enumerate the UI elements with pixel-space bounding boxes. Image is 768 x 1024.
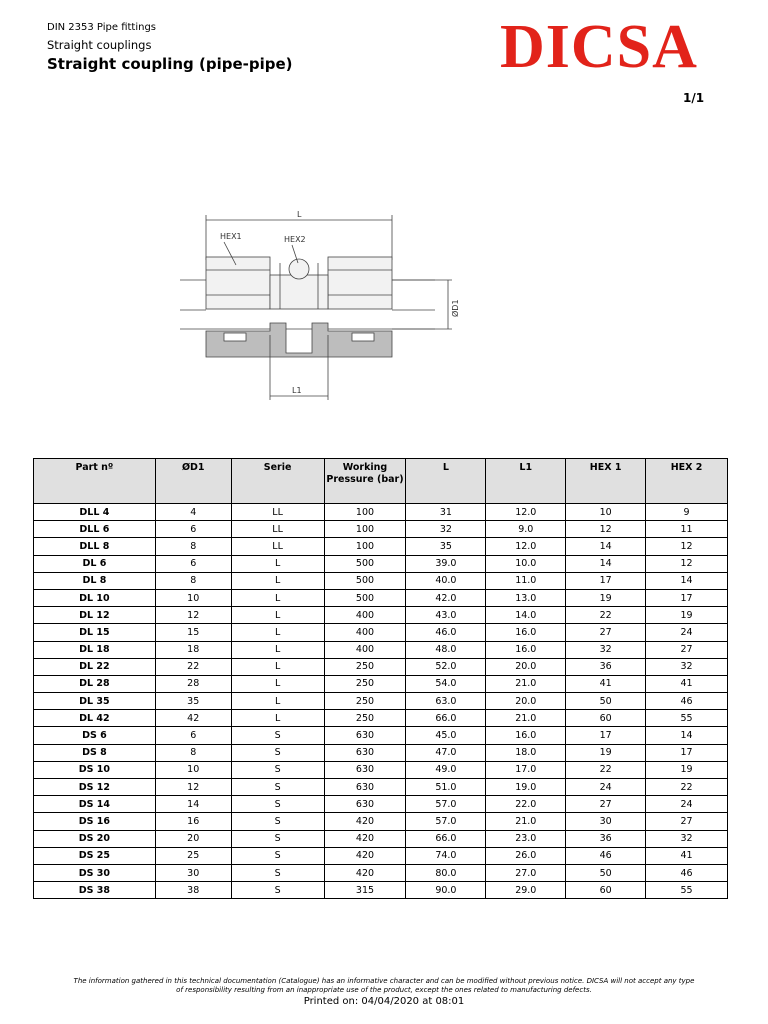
table-cell: 66.0 — [406, 710, 486, 727]
table-cell: 16.0 — [486, 727, 566, 744]
table-cell: 60 — [566, 882, 646, 899]
table-cell: DL 28 — [34, 675, 156, 692]
table-cell: 8 — [155, 744, 231, 761]
col-header-hex1: HEX 1 — [566, 459, 646, 504]
table-cell: 11 — [646, 521, 728, 538]
table-cell: 18 — [155, 641, 231, 658]
table-cell: 11.0 — [486, 572, 566, 589]
table-cell: DL 12 — [34, 607, 156, 624]
label-d1: ØD1 — [451, 299, 460, 317]
table-cell: 27 — [646, 641, 728, 658]
table-cell: 30 — [566, 813, 646, 830]
table-cell: 250 — [324, 675, 406, 692]
table-cell: 17 — [566, 572, 646, 589]
table-cell: 250 — [324, 693, 406, 710]
table-cell: 630 — [324, 761, 406, 778]
table-row — [34, 830, 728, 847]
table-cell: 500 — [324, 589, 406, 606]
table-cell: 24 — [646, 624, 728, 641]
table-cell: DL 10 — [34, 589, 156, 606]
table-cell: 90.0 — [406, 882, 486, 899]
disclaimer — [30, 977, 738, 995]
table-cell: 21.0 — [486, 813, 566, 830]
table-cell: 23.0 — [486, 830, 566, 847]
table-cell: 17 — [646, 589, 728, 606]
table-row — [34, 641, 728, 658]
printed-date: Printed on: 04/04/2020 at 08:01 — [303, 996, 465, 1007]
table-cell: 19 — [566, 744, 646, 761]
table-cell: DL 8 — [34, 572, 156, 589]
table-cell: DS 8 — [34, 744, 156, 761]
table-cell: 6 — [155, 521, 231, 538]
table-cell: S — [231, 813, 324, 830]
table-cell: 17.0 — [486, 761, 566, 778]
table-cell: 19 — [646, 761, 728, 778]
table-cell: 14 — [646, 572, 728, 589]
table-cell: 19 — [566, 589, 646, 606]
col-header-part: Part nº — [34, 459, 156, 504]
table-cell: L — [231, 607, 324, 624]
table-cell: 24 — [646, 796, 728, 813]
table-cell: 12 — [155, 607, 231, 624]
table-row — [34, 521, 728, 538]
standard-label: DIN 2353 Pipe fittings — [47, 22, 157, 33]
table-cell: 14 — [566, 538, 646, 555]
table-cell: 6 — [155, 555, 231, 572]
table-cell: 14.0 — [486, 607, 566, 624]
table-cell: 420 — [324, 830, 406, 847]
category-label: Straight couplings — [47, 38, 152, 52]
table-cell: 14 — [155, 796, 231, 813]
table-cell: L — [231, 572, 324, 589]
table-cell: 80.0 — [406, 864, 486, 881]
table-cell: 45.0 — [406, 727, 486, 744]
table-cell: 48.0 — [406, 641, 486, 658]
col-header-pressure: Working Pressure (bar) — [324, 459, 406, 504]
table-cell: L — [231, 675, 324, 692]
page-number: 1/1 — [683, 91, 705, 105]
table-cell: 57.0 — [406, 813, 486, 830]
table-cell: 35 — [155, 693, 231, 710]
table-cell: L — [231, 641, 324, 658]
table-cell: 100 — [324, 538, 406, 555]
table-cell: DS 14 — [34, 796, 156, 813]
table-cell: 22 — [566, 761, 646, 778]
table-row — [34, 658, 728, 675]
table-cell: 22.0 — [486, 796, 566, 813]
table-row — [34, 779, 728, 796]
col-header-l1: L1 — [486, 459, 566, 504]
col-header-hex2: HEX 2 — [646, 459, 728, 504]
table-row — [34, 761, 728, 778]
table-cell: 27 — [566, 624, 646, 641]
table-row — [34, 864, 728, 881]
table-cell: L — [231, 658, 324, 675]
table-row — [34, 847, 728, 864]
table-cell: LL — [231, 538, 324, 555]
table-cell: 12.0 — [486, 538, 566, 555]
table-cell: 35 — [406, 538, 486, 555]
table-cell: L — [231, 589, 324, 606]
table-row — [34, 882, 728, 899]
table-cell: 20.0 — [486, 693, 566, 710]
table-cell: 74.0 — [406, 847, 486, 864]
label-hex2: HEX2 — [284, 235, 306, 244]
table-cell: DLL 6 — [34, 521, 156, 538]
table-cell: 250 — [324, 658, 406, 675]
table-cell: DS 6 — [34, 727, 156, 744]
table-cell: 21.0 — [486, 710, 566, 727]
table-cell: 36 — [566, 658, 646, 675]
table-row — [34, 572, 728, 589]
table-cell: S — [231, 796, 324, 813]
table-cell: 39.0 — [406, 555, 486, 572]
table-row — [34, 624, 728, 641]
table-cell: S — [231, 864, 324, 881]
table-cell: 100 — [324, 521, 406, 538]
table-cell: 17 — [566, 727, 646, 744]
table-cell: 9.0 — [486, 521, 566, 538]
table-cell: 10 — [155, 589, 231, 606]
table-row — [34, 607, 728, 624]
table-cell: 46 — [566, 847, 646, 864]
col-header-d1: ØD1 — [155, 459, 231, 504]
table-cell: 22 — [155, 658, 231, 675]
table-cell: 30 — [155, 864, 231, 881]
table-cell: 46.0 — [406, 624, 486, 641]
table-header-row — [34, 459, 728, 504]
table-cell: 16.0 — [486, 641, 566, 658]
table-cell: 32 — [406, 521, 486, 538]
table-cell: S — [231, 727, 324, 744]
table-cell: DL 22 — [34, 658, 156, 675]
table-cell: 47.0 — [406, 744, 486, 761]
table-cell: 420 — [324, 813, 406, 830]
table-cell: 55 — [646, 710, 728, 727]
table-cell: DS 25 — [34, 847, 156, 864]
table-cell: 16.0 — [486, 624, 566, 641]
table-cell: 500 — [324, 572, 406, 589]
table-row — [34, 693, 728, 710]
table-cell: 17 — [646, 744, 728, 761]
table-cell: 40.0 — [406, 572, 486, 589]
table-row — [34, 727, 728, 744]
table-cell: 57.0 — [406, 796, 486, 813]
table-cell: 27.0 — [486, 864, 566, 881]
table-cell: 14 — [646, 727, 728, 744]
table-cell: 49.0 — [406, 761, 486, 778]
table-cell: 50 — [566, 864, 646, 881]
table-cell: DS 12 — [34, 779, 156, 796]
table-cell: 400 — [324, 607, 406, 624]
table-cell: 8 — [155, 572, 231, 589]
table-cell: 4 — [155, 504, 231, 521]
table-cell: 315 — [324, 882, 406, 899]
table-cell: 42 — [155, 710, 231, 727]
table-cell: L — [231, 624, 324, 641]
table-cell: 630 — [324, 779, 406, 796]
table-cell: 420 — [324, 864, 406, 881]
table-cell: DL 6 — [34, 555, 156, 572]
table-cell: 500 — [324, 555, 406, 572]
table-cell: S — [231, 761, 324, 778]
table-cell: 63.0 — [406, 693, 486, 710]
table-cell: L — [231, 710, 324, 727]
page-title: Straight coupling (pipe-pipe) — [47, 55, 293, 73]
table-cell: 6 — [155, 727, 231, 744]
table-cell: 24 — [566, 779, 646, 796]
table-cell: 41 — [646, 675, 728, 692]
table-cell: DS 38 — [34, 882, 156, 899]
table-cell: 31 — [406, 504, 486, 521]
table-row — [34, 813, 728, 830]
table-cell: 25 — [155, 847, 231, 864]
table-cell: DS 16 — [34, 813, 156, 830]
label-hex1: HEX1 — [220, 232, 242, 241]
table-cell: 10.0 — [486, 555, 566, 572]
table-cell: 26.0 — [486, 847, 566, 864]
table-cell: S — [231, 779, 324, 796]
table-cell: S — [231, 744, 324, 761]
table-cell: 12 — [646, 555, 728, 572]
table-cell: 20 — [155, 830, 231, 847]
table-row — [34, 710, 728, 727]
coupling-technical-drawing — [180, 205, 480, 405]
table-cell: DL 15 — [34, 624, 156, 641]
table-cell: 21.0 — [486, 675, 566, 692]
table-cell: 100 — [324, 504, 406, 521]
table-cell: 28 — [155, 675, 231, 692]
table-cell: 22 — [566, 607, 646, 624]
table-cell: 13.0 — [486, 589, 566, 606]
table-cell: 14 — [566, 555, 646, 572]
table-cell: 60 — [566, 710, 646, 727]
table-cell: DLL 4 — [34, 504, 156, 521]
table-cell: 12.0 — [486, 504, 566, 521]
dicsa-logo: DICSA — [500, 13, 698, 81]
table-cell: 420 — [324, 847, 406, 864]
table-cell: 54.0 — [406, 675, 486, 692]
table-cell: 46 — [646, 693, 728, 710]
table-cell: LL — [231, 521, 324, 538]
table-cell: S — [231, 882, 324, 899]
table-cell: 42.0 — [406, 589, 486, 606]
col-header-l: L — [406, 459, 486, 504]
table-row — [34, 796, 728, 813]
table-cell: 27 — [566, 796, 646, 813]
table-cell: DL 18 — [34, 641, 156, 658]
table-row — [34, 504, 728, 521]
table-cell: 66.0 — [406, 830, 486, 847]
table-cell: 41 — [646, 847, 728, 864]
table-cell: 8 — [155, 538, 231, 555]
table-cell: 12 — [566, 521, 646, 538]
table-cell: 32 — [566, 641, 646, 658]
table-row — [34, 589, 728, 606]
table-cell: 41 — [566, 675, 646, 692]
table-cell: DS 30 — [34, 864, 156, 881]
table-cell: 20.0 — [486, 658, 566, 675]
table-cell: LL — [231, 504, 324, 521]
table-row — [34, 555, 728, 572]
table-cell: DL 42 — [34, 710, 156, 727]
table-cell: 52.0 — [406, 658, 486, 675]
table-cell: 630 — [324, 796, 406, 813]
table-cell: 38 — [155, 882, 231, 899]
table-cell: 22 — [646, 779, 728, 796]
disclaimer-line-1: The information gathered in this technical documentation (Catalogue) has an informative character and can be modified without previous notice. DICSA will not accept any type — [73, 977, 695, 985]
table-cell: 630 — [324, 744, 406, 761]
specification-table — [33, 458, 728, 899]
table-cell: 27 — [646, 813, 728, 830]
label-l1: L1 — [292, 386, 302, 395]
table-cell: 10 — [566, 504, 646, 521]
table-cell: 12 — [155, 779, 231, 796]
table-row — [34, 538, 728, 555]
table-cell: 43.0 — [406, 607, 486, 624]
table-cell: 630 — [324, 727, 406, 744]
label-L: L — [297, 210, 302, 219]
table-cell: DS 10 — [34, 761, 156, 778]
table-cell: 9 — [646, 504, 728, 521]
table-cell: 29.0 — [486, 882, 566, 899]
table-cell: 16 — [155, 813, 231, 830]
table-cell: DLL 8 — [34, 538, 156, 555]
table-cell: 50 — [566, 693, 646, 710]
table-cell: 10 — [155, 761, 231, 778]
disclaimer-line-2: of responsibility resulting from an inappropriate use of the product, except the ones related to manufacturing defects. — [176, 986, 592, 994]
col-header-serie: Serie — [231, 459, 324, 504]
table-cell: L — [231, 555, 324, 572]
table-cell: 400 — [324, 641, 406, 658]
table-cell: DS 20 — [34, 830, 156, 847]
table-cell: 12 — [646, 538, 728, 555]
table-cell: 19.0 — [486, 779, 566, 796]
table-cell: 51.0 — [406, 779, 486, 796]
table-cell: L — [231, 693, 324, 710]
table-cell: 19 — [646, 607, 728, 624]
table-cell: DL 35 — [34, 693, 156, 710]
table-cell: 32 — [646, 830, 728, 847]
table-cell: 18.0 — [486, 744, 566, 761]
table-cell: 32 — [646, 658, 728, 675]
table-row — [34, 675, 728, 692]
table-cell: 400 — [324, 624, 406, 641]
table-cell: 15 — [155, 624, 231, 641]
table-cell: S — [231, 830, 324, 847]
table-row — [34, 744, 728, 761]
table-cell: 55 — [646, 882, 728, 899]
table-cell: 36 — [566, 830, 646, 847]
table-cell: 250 — [324, 710, 406, 727]
table-cell: S — [231, 847, 324, 864]
table-cell: 46 — [646, 864, 728, 881]
